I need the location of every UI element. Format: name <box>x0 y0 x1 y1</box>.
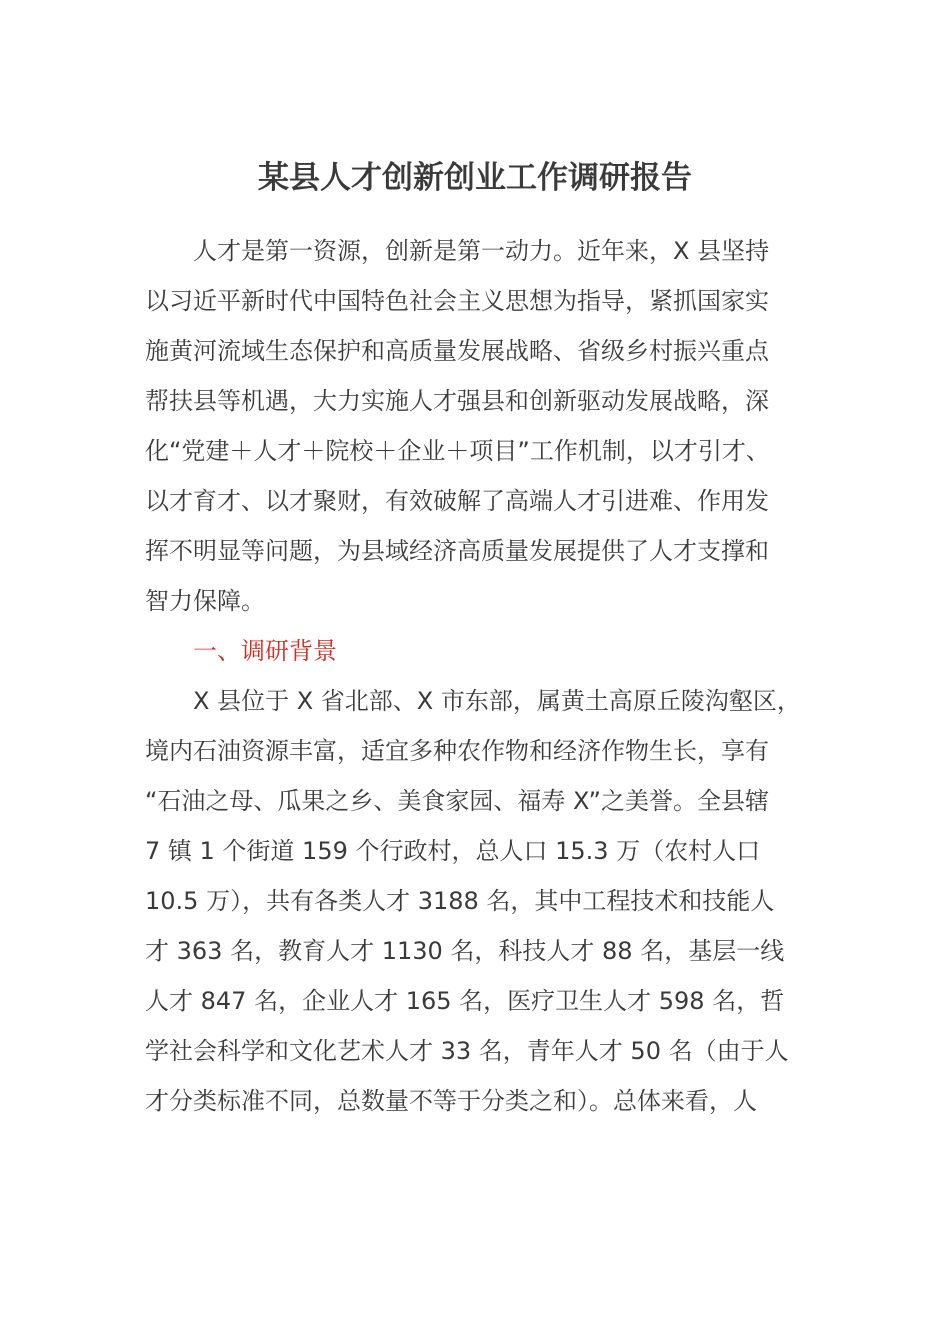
paragraph-1-line: 以习近平新时代中国特色社会主义思想为指导，紧抓国家实 <box>145 287 769 315</box>
paragraph-1-line: 帮扶县等机遇，大力实施人才强县和创新驱动发展战略，深 <box>145 387 769 415</box>
paragraph-1-line: 施黄河流域生态保护和高质量发展战略、省级乡村振兴重点 <box>145 337 769 365</box>
paragraph-2-line: 10.5 万），共有各类人才 3188 名，其中工程技术和技能人 <box>145 887 775 915</box>
paragraph-1-line: 智力保障。 <box>145 587 265 615</box>
paragraph-2-line: 人才 847 名，企业人才 165 名，医疗卫生人才 598 名，哲 <box>145 987 785 1015</box>
paragraph-2-line: 境内石油资源丰富，适宜多种农作物和经济作物生长，享有 <box>145 737 769 765</box>
paragraph-1-line: 挥不明显等问题，为县域经济高质量发展提供了人才支撑和 <box>145 537 769 565</box>
document-title: 某县人才创新创业工作调研报告 <box>258 160 692 196</box>
paragraph-2-line: “石油之母、瓜果之乡、美食家园、福寿 X”之美誉。全县辖 <box>145 787 769 815</box>
paragraph-2-line: 才分类标准不同，总数量不等于分类之和）。总体来看，人 <box>145 1087 757 1115</box>
section-heading-background: 一、调研背景 <box>193 637 337 665</box>
paragraph-2-line: 才 363 名，教育人才 1130 名，科技人才 88 名，基层一线 <box>145 937 785 965</box>
paragraph-2-line: 7 镇 1 个街道 159 个行政村，总人口 15.3 万（农村人口 <box>145 837 761 865</box>
paragraph-2-line: X 县位于 X 省北部、X 市东部，属黄土高原丘陵沟壑区， <box>193 687 801 715</box>
paragraph-1-line: 以才育才、以才聚财，有效破解了高端人才引进难、作用发 <box>145 487 769 515</box>
paragraph-1-line: 人才是第一资源，创新是第一动力。近年来，X 县坚持 <box>193 237 770 265</box>
paragraph-1-line: 化“党建＋人才＋院校＋企业＋项目”工作机制，以才引才、 <box>145 437 770 465</box>
paragraph-2-line: 学社会科学和文化艺术人才 33 名，青年人才 50 名（由于人 <box>145 1037 789 1065</box>
